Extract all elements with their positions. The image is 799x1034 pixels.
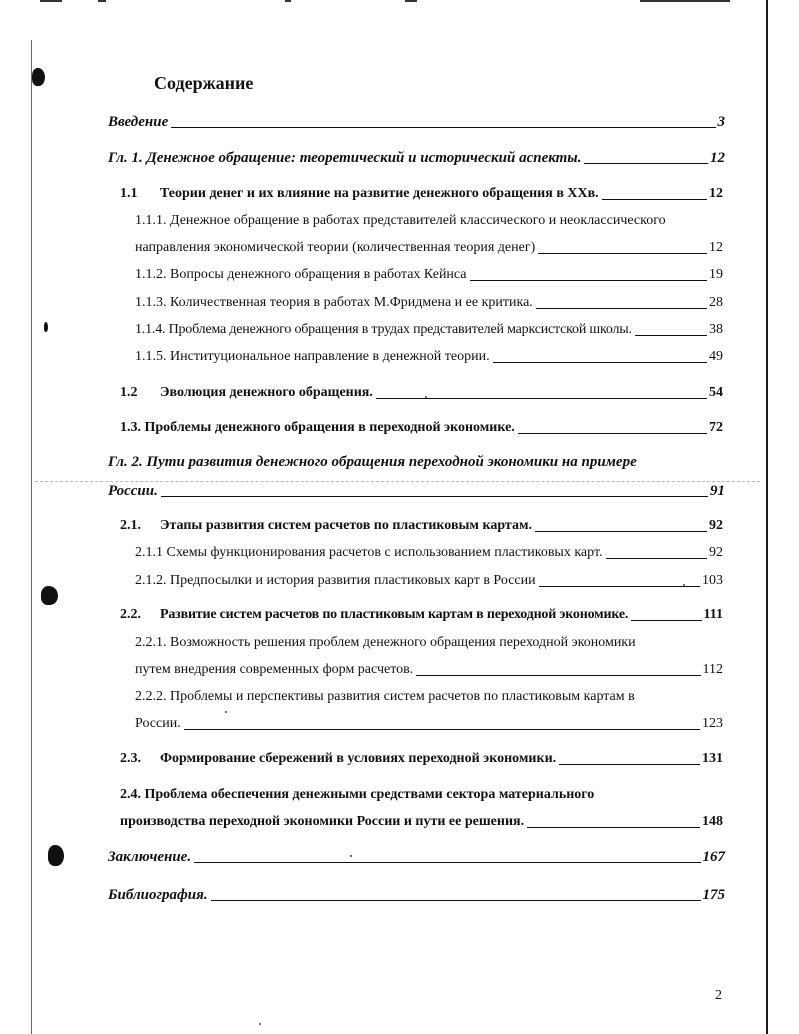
toc-entry-2-4-cont[interactable]: производства переходной экономики России и пути ее решения. 148 [120,814,723,829]
toc-entry-1-3[interactable]: 1.3. Проблемы денежного обращения в переходной экономике. 72 [120,420,723,435]
toc-entry-2-4[interactable]: 2.4. Проблема обеспечения денежными средствами сектора материального [120,787,595,802]
toc-entry-2-3[interactable]: 2.3. Формирование сбережений в условиях переходной экономики. 131 [120,751,723,766]
scan-artifact [405,0,417,2]
dot-leader [161,496,708,497]
dot-leader [527,827,700,828]
dot-leader [539,586,700,587]
dot-leader [194,862,700,863]
toc-entry-2-2[interactable]: 2.2. Развитие систем расчетов по пластиковым картам в переходной экономике. 111 [120,607,723,622]
page-number: 2 [715,988,722,1003]
scan-speck [259,1023,261,1025]
hole-punch-mark [44,322,48,332]
toc-entry-2-2-2-cont[interactable]: России. 123 [135,716,723,731]
toc-entry-1-1-3[interactable]: 1.1.3. Количественная теория в работах М.Фридмена и ее критика. 28 [135,295,723,310]
dot-leader [416,675,700,676]
toc-entry-2-1-1[interactable]: 2.1.1 Схемы функционирования расчетов с использованием пластиковых карт. 92 [135,545,723,560]
dot-leader [470,280,707,281]
toc-entry-1-2[interactable]: 1.2 Эволюция денежного обращения. 54 [120,385,723,400]
dot-leader [559,764,700,765]
toc-entry-2-1[interactable]: 2.1. Этапы развития систем расчетов по пластиковым картам. 92 [120,518,723,533]
scan-artifact [40,0,62,2]
dot-leader [535,531,707,532]
toc-entry-1-1-1[interactable]: 1.1.1. Денежное обращение в работах представителей классического и неоклассического [135,213,666,228]
dot-leader [631,620,701,621]
dot-leader [538,253,707,254]
toc-entry-chapter-2-cont[interactable]: России. 91 [108,483,725,499]
toc-entry-intro[interactable]: Введение 3 [108,114,725,130]
scan-border-left [31,40,32,1034]
toc-entry-2-2-2[interactable]: 2.2.2. Проблемы и перспективы развития систем расчетов по пластиковым картам в [135,689,635,704]
dot-leader [518,433,707,434]
toc-entry-conclusion[interactable]: Заключение. 167 [108,849,725,865]
dot-leader [536,308,707,309]
toc-entry-1-1[interactable]: 1.1 Теории денег и их влияние на развитие денежного обращения в XXв. 12 [120,186,723,201]
dot-leader [635,335,707,336]
page-title: Содержание [154,73,254,93]
scan-artifact [98,0,106,2]
scan-border-right [766,0,768,1034]
dot-leader [602,199,707,200]
toc-entry-2-2-1-cont[interactable]: путем внедрения современных форм расчетов. 112 [135,662,723,677]
toc-entry-2-1-2[interactable]: 2.1.2. Предпосылки и история развития пластиковых карт в России 103 [135,573,723,588]
hole-punch-mark [48,845,64,866]
dot-leader [184,729,700,730]
hole-punch-mark [32,68,45,86]
scan-artifact [640,0,730,2]
dot-leader [606,558,707,559]
scan-artifact [285,0,291,2]
toc-entry-1-1-5[interactable]: 1.1.5. Институциональное направление в денежной теории. 49 [135,349,723,364]
dot-leader [493,362,707,363]
toc-entry-2-2-1[interactable]: 2.2.1. Возможность решения проблем денежного обращения переходной экономики [135,635,636,650]
toc-entry-1-1-4[interactable]: 1.1.4. Проблема денежного обращения в трудах представителей марксистской школы. 38 [135,322,723,337]
dot-leader [211,900,701,901]
hole-punch-mark [41,586,58,605]
dot-leader [171,127,715,128]
toc-entry-chapter-1[interactable]: Гл. 1. Денежное обращение: теоретический и исторический аспекты. 12 [108,150,725,166]
toc-entry-1-1-2[interactable]: 1.1.2. Вопросы денежного обращения в работах Кейнса 19 [135,267,723,282]
dot-leader [584,163,708,164]
dot-leader [376,398,707,399]
toc-entry-1-1-1-cont[interactable]: направления экономической теории (количественная теория денег) 12 [135,240,723,255]
toc-entry-chapter-2[interactable]: Гл. 2. Пути развития денежного обращения переходной экономики на примере [108,454,637,470]
toc-entry-bibliography[interactable]: Библиография. 175 [108,887,725,903]
